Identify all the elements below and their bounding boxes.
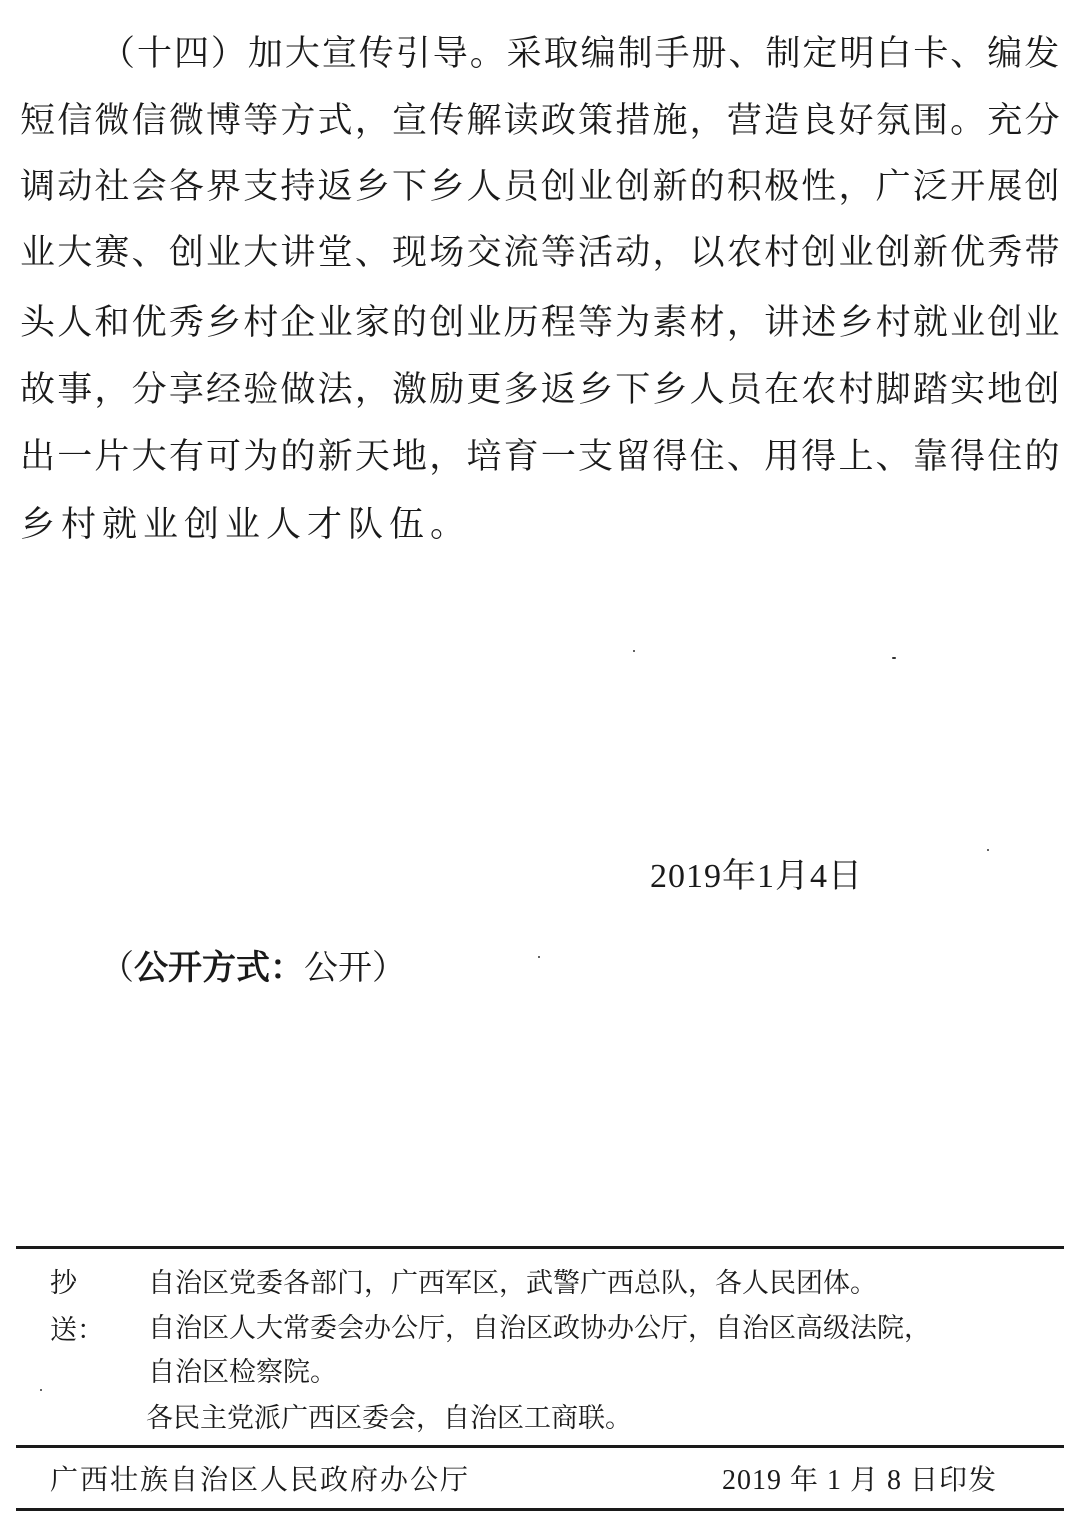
body-line-8: 乡村就业创业人才队伍。 xyxy=(20,505,472,545)
disclosure-value: 公开 xyxy=(304,948,372,988)
disclosure-close-paren: ） xyxy=(372,948,406,988)
cc-line-4: 各民主党派广西区委会，自治区工商联。 xyxy=(146,1403,632,1434)
disclosure-label: 公开方式： xyxy=(134,948,304,988)
divider-top xyxy=(16,1246,1064,1249)
body-line-2: 短 信 微 信 微 博 等 方 式 ， 宣 传 解 读 政 策 措 施 ， 营 造 良 好 氛 围 。 充 分 xyxy=(20,101,1060,141)
scan-speck xyxy=(987,849,989,851)
body-line-5: 头 人 和 优 秀 乡 村 企 业 家 的 创 业 历 程 等 为 素 材 ， 讲 述 乡 村 就 业 创 业 xyxy=(20,303,1060,343)
scan-speck xyxy=(538,956,540,958)
cc-line-2: 自治区人大常委会办公厅，自治区政协办公厅，自治区高级法院， xyxy=(148,1313,931,1344)
signature-date: 2019年1月4日 xyxy=(650,858,863,895)
scan-speck xyxy=(40,1389,42,1391)
body-line-3: 调 动 社 会 各 界 支 持 返 乡 下 乡 人 员 创 业 创 新 的 积 极 性 ， 广 泛 开 展 创 xyxy=(20,167,1060,207)
disclosure-note xyxy=(100,940,406,989)
scan-speck xyxy=(633,650,635,652)
cc-label: 抄送： xyxy=(50,1268,104,1346)
cc-line-1: 自治区党委各部门，广西军区，武警广西总队，各人民团体。 xyxy=(148,1268,877,1299)
issuing-office: 广西壮族自治区人民政府办公厅 xyxy=(50,1463,471,1496)
cc-line-3: 自治区检察院。 xyxy=(148,1357,337,1388)
body-line-4: 业 大 赛 、 创 业 大 讲 堂 、 现 场 交 流 等 活 动 ， 以 农 村 创 业 创 新 优 秀 带 xyxy=(20,233,1060,273)
divider-middle xyxy=(16,1445,1064,1448)
body-line-6: 故 事 ， 分 享 经 验 做 法 ， 激 励 更 多 返 乡 下 乡 人 员 在 农 村 脚 踏 实 地 创 xyxy=(20,370,1060,410)
body-line-1: （ 十 四 ） 加 大 宣 传 引 导 。 采 取 编 制 手 册 、 制 定 明 白 卡 、 编 发 xyxy=(100,34,1060,74)
scan-speck xyxy=(892,657,896,659)
disclosure-open-paren: （ xyxy=(100,948,134,988)
divider-bottom xyxy=(16,1508,1064,1511)
issue-date: 2019 年 1 月 8 日印发 xyxy=(722,1465,998,1496)
body-line-7: 出 一 片 大 有 可 为 的 新 天 地 ， 培 育 一 支 留 得 住 、 用 得 上 、 靠 得 住 的 xyxy=(20,437,1060,477)
